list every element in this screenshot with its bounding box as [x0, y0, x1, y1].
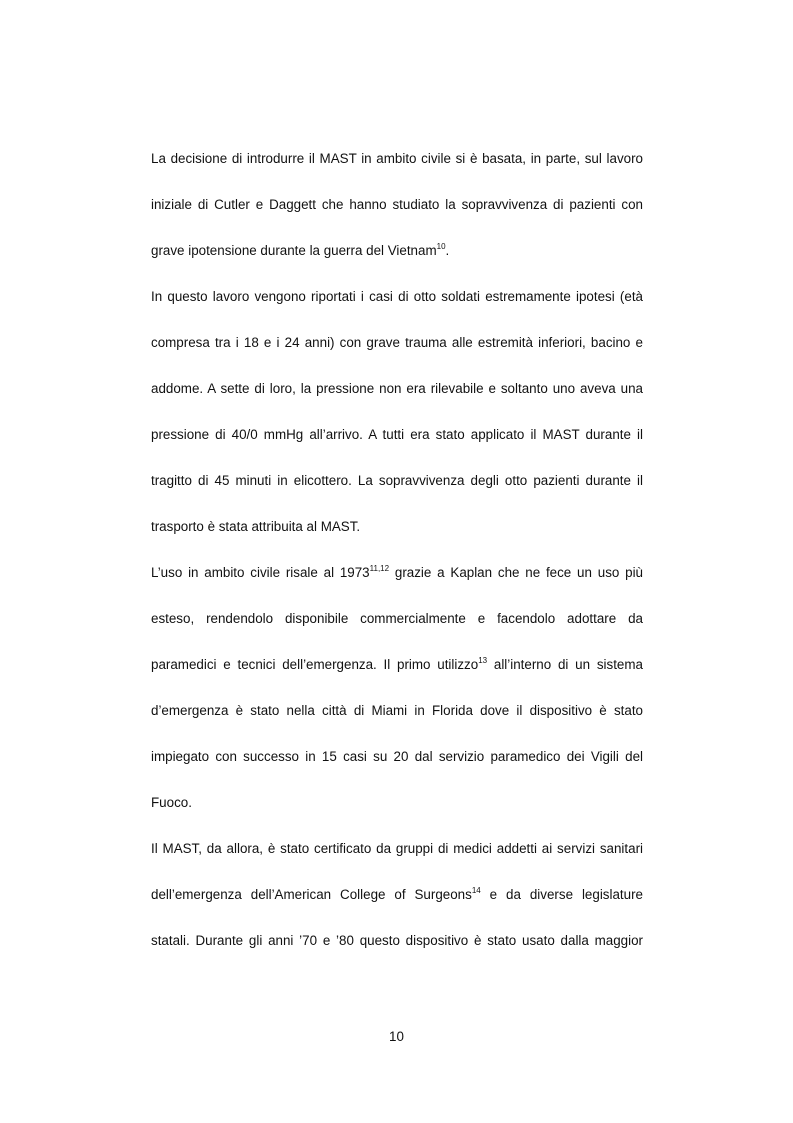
text-line	[151, 702, 643, 720]
line-text: iniziale di Cutler e Daggett che hanno studiato la sopravvivenza di pazienti con	[151, 197, 643, 212]
line-text: paramedici e tecnici dell’emergenza. Il primo utilizzo	[151, 657, 479, 672]
line-text: grave ipotensione durante la guerra del Vietnam	[151, 243, 437, 258]
line-text: esteso, rendendolo disponibile commercialmente e facendolo adottare da	[151, 611, 643, 626]
text-line	[151, 242, 643, 260]
line-text: statali. Durante gli anni ’70 e ’80 questo dispositivo è stato usato dalla maggior	[151, 933, 643, 948]
line-text: e da diverse legislature	[480, 887, 643, 902]
text-line	[151, 196, 643, 214]
line-text: d’emergenza è stato nella città di Miami in Florida dove il dispositivo è stato	[151, 703, 643, 718]
text-line	[151, 840, 643, 858]
text-line	[151, 380, 643, 398]
line-text: Il MAST, da allora, è stato certificato da gruppi di medici addetti ai servizi sanitari	[151, 841, 643, 856]
text-line	[151, 656, 643, 674]
text-line	[151, 334, 643, 352]
text-line	[151, 932, 643, 950]
footnote-reference: 11,12	[369, 564, 390, 573]
line-text: .	[445, 243, 450, 258]
line-text: grazie a Kaplan che ne fece un uso più	[389, 565, 643, 580]
text-line	[151, 150, 643, 168]
line-text: dell’emergenza dell’American College of Surgeons	[151, 887, 472, 902]
text-line	[151, 426, 643, 444]
line-text: addome. A sette di loro, la pressione non era rilevabile e soltanto uno aveva una	[151, 381, 643, 396]
text-line	[151, 288, 643, 306]
line-text: In questo lavoro vengono riportati i casi di otto soldati estremamente ipotesi (età	[151, 289, 643, 304]
line-text: compresa tra i 18 e i 24 anni) con grave trauma alle estremità inferiori, bacino e	[151, 335, 643, 350]
line-text: L’uso in ambito civile risale al 1973	[151, 565, 370, 580]
line-text: tragitto di 45 minuti in elicottero. La sopravvivenza degli otto pazienti durante il	[151, 473, 643, 488]
page-number: 10	[389, 1029, 404, 1044]
text-line	[151, 610, 643, 628]
text-line	[151, 748, 643, 766]
line-text: impiegato con successo in 15 casi su 20 dal servizio paramedico dei Vigili del	[151, 749, 643, 764]
text-line	[151, 518, 643, 536]
line-text: trasporto è stata attribuita al MAST.	[151, 519, 361, 534]
text-line	[151, 472, 643, 490]
text-line	[151, 886, 643, 904]
text-line	[151, 794, 643, 812]
footnote-reference: 14	[471, 886, 481, 895]
text-line	[151, 564, 643, 582]
footnote-reference: 10	[436, 242, 446, 251]
line-text: Fuoco.	[151, 795, 192, 810]
line-text: La decisione di introdurre il MAST in ambito civile si è basata, in parte, sul lavoro	[151, 151, 643, 166]
line-text: pressione di 40/0 mmHg all’arrivo. A tutti era stato applicato il MAST durante il	[151, 427, 643, 442]
footnote-reference: 13	[478, 656, 488, 665]
line-text: all’interno di un sistema	[487, 657, 643, 672]
